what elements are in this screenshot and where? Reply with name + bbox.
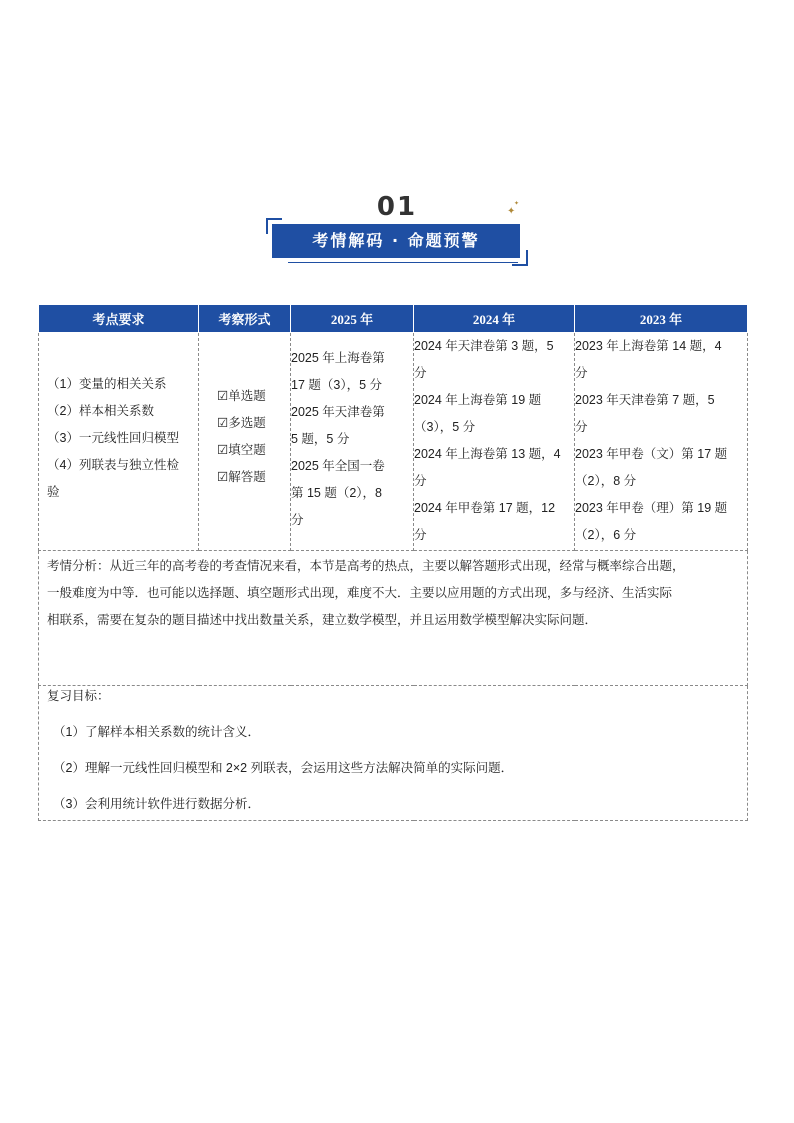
exam-entry: 2023 年上海卷第 14 题，4 bbox=[575, 339, 722, 353]
exam-entry: 2023 年甲卷（文）第 17 题 bbox=[575, 447, 728, 461]
header-2023: 2023 年 bbox=[575, 305, 748, 333]
exam-entry: 分 bbox=[575, 420, 588, 434]
header-2024: 2024 年 bbox=[414, 305, 575, 333]
analysis-cell bbox=[39, 551, 748, 686]
section-number: 01 bbox=[376, 192, 418, 222]
exam-analysis-table bbox=[38, 304, 748, 821]
banner-underline bbox=[288, 262, 518, 263]
review-row bbox=[39, 686, 748, 821]
exam-entry: （3），5 分 bbox=[414, 420, 476, 434]
form-checkbox-multi-choice: ☑多选题 bbox=[217, 416, 266, 430]
sparkle-icon: ✦ bbox=[507, 206, 516, 217]
exam-entry: 第 15 题（2），8 bbox=[291, 486, 383, 500]
analysis-text: 一般难度为中等．也可能以选择题、填空题形式出现，难度不大．主要以应用题的方式出现，多与经济、生活实际 bbox=[47, 586, 673, 600]
analysis-row bbox=[39, 551, 748, 686]
analysis-text: 考情分析：从近三年的高考卷的考查情况来看，本节是高考的热点，主要以解答题形式出现，经常与概率综合出题， bbox=[47, 559, 685, 573]
form-checkbox-fill-blank: ☑填空题 bbox=[217, 443, 266, 457]
exam-entry: 分 bbox=[414, 474, 427, 488]
review-goal: （2）理解一元线性回归模型和 2×2 列联表，会运用这些方法解决简单的实际问题． bbox=[53, 761, 514, 775]
exam-entry: 2023 年天津卷第 7 题，5 bbox=[575, 393, 715, 407]
header-requirements: 考点要求 bbox=[39, 305, 199, 333]
form-checkbox-single-choice: ☑单选题 bbox=[217, 389, 266, 403]
exam-entry: 17 题（3），5 分 bbox=[291, 378, 383, 392]
exam-entry: 2024 年上海卷第 19 题 bbox=[414, 393, 542, 407]
corner-bracket-bottom-right bbox=[512, 250, 528, 266]
header-2025: 2025 年 bbox=[291, 305, 414, 333]
exam-entry: （2），8 分 bbox=[575, 474, 637, 488]
requirement-item: （2）样本相关系数 bbox=[47, 404, 154, 418]
review-goal: （1）了解样本相关系数的统计含义． bbox=[53, 725, 260, 739]
exam-entry: 分 bbox=[575, 366, 588, 380]
exam-entry: 2024 年天津卷第 3 题，5 bbox=[414, 339, 554, 353]
header-forms: 考察形式 bbox=[199, 305, 291, 333]
sparkle-small-icon: ✦ bbox=[514, 200, 520, 207]
exam-entry: 2025 年全国一卷 bbox=[291, 459, 385, 473]
exam-entry: 分 bbox=[414, 366, 427, 380]
review-goal: （3）会利用统计软件进行数据分析． bbox=[53, 797, 260, 811]
exam-entry: 分 bbox=[414, 528, 427, 542]
review-cell bbox=[39, 686, 748, 821]
requirements-cell bbox=[39, 333, 199, 551]
year-2024-cell bbox=[414, 333, 575, 551]
requirement-item: （4）列联表与独立性检 bbox=[47, 458, 179, 472]
section-title-banner: 考情解码 · 命题预警 bbox=[272, 224, 520, 258]
exam-entry: 5 题，5 分 bbox=[291, 432, 350, 446]
table-row bbox=[39, 333, 748, 551]
exam-entry: 分 bbox=[291, 513, 304, 527]
requirement-item: 验 bbox=[47, 485, 60, 499]
exam-entry: 2023 年甲卷（理）第 19 题 bbox=[575, 501, 728, 515]
section-header bbox=[262, 192, 532, 268]
exam-entry: 2025 年天津卷第 bbox=[291, 405, 385, 419]
requirement-item: （1）变量的相关关系 bbox=[47, 377, 167, 391]
year-2025-cell bbox=[291, 333, 414, 551]
forms-cell bbox=[199, 333, 291, 551]
exam-entry: 2024 年上海卷第 13 题，4 bbox=[414, 447, 561, 461]
year-2023-cell bbox=[575, 333, 748, 551]
exam-entry: 2025 年上海卷第 bbox=[291, 351, 385, 365]
form-checkbox-solution: ☑解答题 bbox=[217, 470, 266, 484]
review-title: 复习目标： bbox=[47, 689, 110, 703]
requirement-item: （3）一元线性回归模型 bbox=[47, 431, 179, 445]
exam-entry: （2），6 分 bbox=[575, 528, 637, 542]
analysis-text: 相联系，需要在复杂的题目描述中找出数量关系，建立数学模型，并且运用数学模型解决实际问题． bbox=[47, 613, 598, 627]
exam-entry: 2024 年甲卷第 17 题，12 bbox=[414, 501, 556, 515]
table-header-row bbox=[39, 305, 748, 333]
